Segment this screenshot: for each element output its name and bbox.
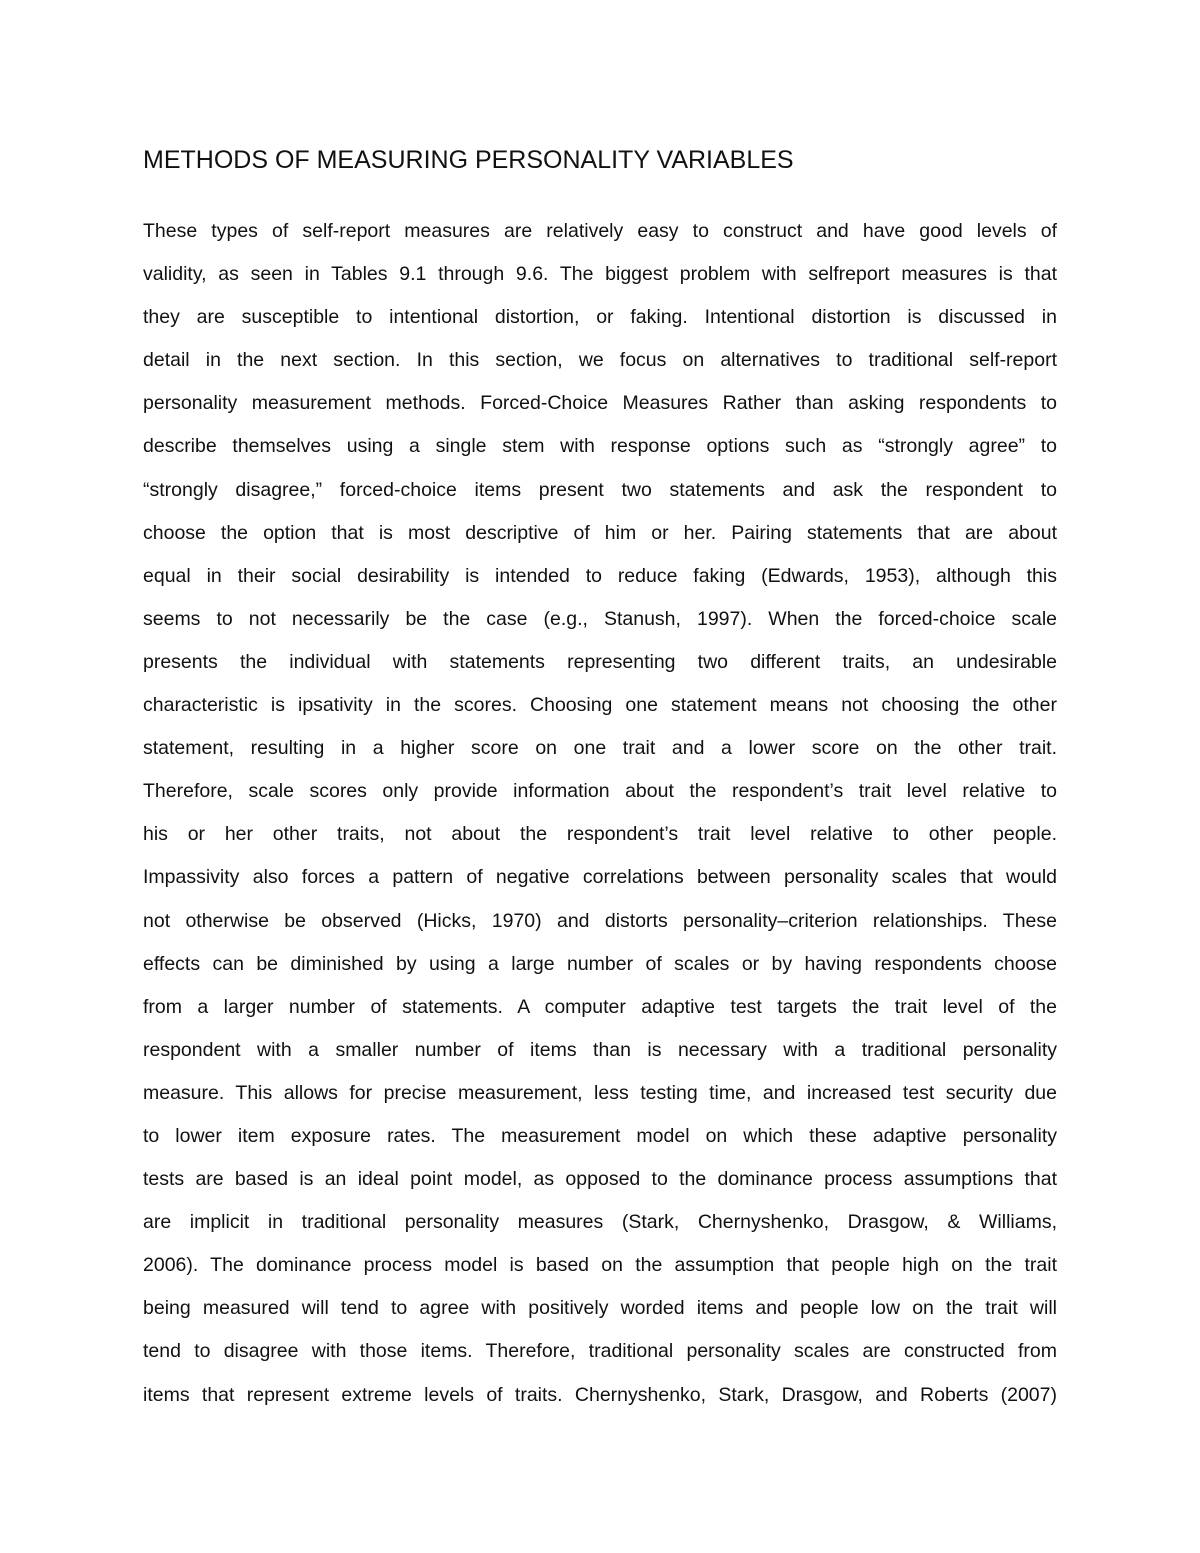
text-line: being measured will tend to agree with positively worded items and people low on the trait will — [143, 1297, 1057, 1320]
text-line: statement, resulting in a higher score on one trait and a lower score on the other trait. — [143, 737, 1057, 760]
text-line: validity, as seen in Tables 9.1 through 9.6. The biggest problem with selfreport measures is that — [143, 263, 1057, 286]
text-line: 2006). The dominance process model is based on the assumption that people high on the trait — [143, 1254, 1057, 1277]
text-line: characteristic is ipsativity in the scores. Choosing one statement means not choosing the other — [143, 694, 1057, 717]
text-line: Therefore, scale scores only provide information about the respondent’s trait level relative to — [143, 780, 1057, 803]
text-line: These types of self-report measures are relatively easy to construct and have good levels of — [143, 220, 1057, 242]
text-line: equal in their social desirability is intended to reduce faking (Edwards, 1953), although this — [143, 564, 1057, 587]
text-line: choose the option that is most descriptive of him or her. Pairing statements that are about — [143, 521, 1057, 544]
text-line: items that represent extreme levels of traits. Chernyshenko, Stark, Drasgow, and Roberts (2007) — [143, 1383, 1057, 1406]
text-line: effects can be diminished by using a large number of scales or by having respondents choose — [143, 952, 1057, 975]
text-line: tests are based is an ideal point model, as opposed to the dominance process assumptions that — [143, 1168, 1057, 1191]
text-line: to lower item exposure rates. The measurement model on which these adaptive personality — [143, 1124, 1057, 1147]
text-line: they are susceptible to intentional distortion, or faking. Intentional distortion is discussed in — [143, 306, 1057, 329]
document-title: METHODS OF MEASURING PERSONALITY VARIABLES — [143, 146, 794, 174]
text-line: detail in the next section. In this section, we focus on alternatives to traditional self-report — [143, 349, 1057, 372]
text-line: Impassivity also forces a pattern of negative correlations between personality scales that would — [143, 866, 1057, 889]
text-line: are implicit in traditional personality measures (Stark, Chernyshenko, Drasgow, & Williams, — [143, 1211, 1057, 1234]
text-line: tend to disagree with those items. Therefore, traditional personality scales are constructed from — [143, 1340, 1057, 1363]
text-line: describe themselves using a single stem with response options such as “strongly agree” to — [143, 435, 1057, 458]
text-line: from a larger number of statements. A computer adaptive test targets the trait level of the — [143, 995, 1057, 1018]
text-line: not otherwise be observed (Hicks, 1970) and distorts personality–criterion relationships. These — [143, 909, 1057, 932]
text-line: seems to not necessarily be the case (e.g., Stanush, 1997). When the forced-choice scale — [143, 607, 1057, 630]
text-line: his or her other traits, not about the respondent’s trait level relative to other people. — [143, 823, 1057, 846]
text-line: measure. This allows for precise measurement, less testing time, and increased test security due — [143, 1081, 1057, 1104]
text-line: presents the individual with statements representing two different traits, an undesirable — [143, 650, 1057, 673]
text-line: respondent with a smaller number of items than is necessary with a traditional personality — [143, 1038, 1057, 1061]
text-line: personality measurement methods. Forced-Choice Measures Rather than asking respondents to — [143, 392, 1057, 415]
body-paragraph — [143, 210, 1057, 1417]
text-line: “strongly disagree,” forced-choice items present two statements and ask the respondent to — [143, 478, 1057, 501]
